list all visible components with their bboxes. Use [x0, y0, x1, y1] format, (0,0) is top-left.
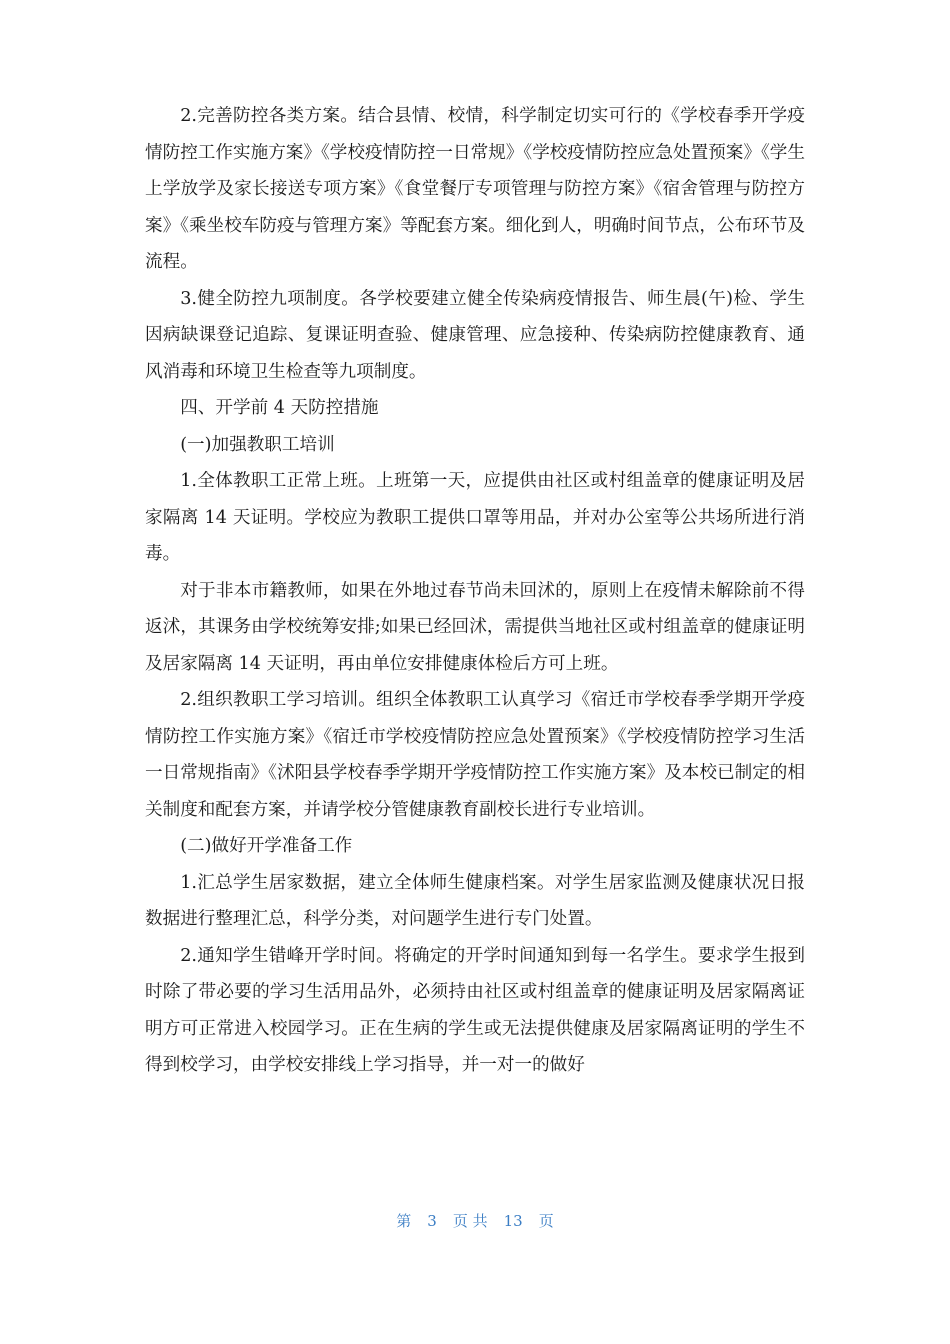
footer-suffix: 页	[538, 1212, 554, 1230]
paragraph-staggered-start: 2.通知学生错峰开学时间。将确定的开学时间通知到每一名学生。要求学生报到时除了带必要的学习生活用品外，必须持由社区或村组盖章的健康证明及居家隔离证明方可正常进入校园学习。正在生病的学生或无法提供健康及居家隔离证明的学生不得到校学习，由学校安排线上学习指导，并一对一的做好	[145, 945, 805, 1075]
paragraph-staff-study: 2.组织教职工学习培训。组织全体教职工认真学习《宿迁市学校春季学期开学疫情防控工作实施方案》《宿迁市学校疫情防控应急处置预案》《学校疫情防控学习生活一日常规指南》《沭阳县学校春季学期开学疫情防控工作实施方案》及本校已制定的相关制度和配套方案，并请学校分管健康教育副校长进行专业培训。	[145, 690, 805, 820]
footer-total-pages: 13	[503, 1212, 523, 1230]
footer-prefix: 第	[396, 1212, 412, 1230]
subheading-staff-training: (一)加强教职工培训	[180, 434, 335, 455]
paragraph-plans: 2.完善防控各类方案。结合县情、校情，科学制定切实可行的《学校春季开学疫情防控工作实施方案》《学校疫情防控一日常规》《学校疫情防控应急处置预案》《学生上学放学及家长接送专项方案》《食堂餐厅专项管理与防控方案》《宿舍管理与防控方案》《乘坐校车防疫与管理方案》等配套方案。细化到人，明确时间节点，公布环节及流程。	[145, 106, 805, 272]
paragraph-nine-systems: 3.健全防控九项制度。各学校要建立健全传染病疫情报告、师生晨(午)检、学生因病缺课登记追踪、复课证明查验、健康管理、应急接种、传染病防控健康教育、通风消毒和环境卫生检查等九项制度。	[145, 288, 805, 382]
paragraph-nonlocal-teachers: 对于非本市籍教师，如果在外地过春节尚未回沭的，原则上在疫情未解除前不得返沭，其课务由学校统筹安排;如果已经回沭，需提供当地社区或村组盖章的健康证明及居家隔离 14 天证明，再由单位安排健康体检后方可上班。	[145, 580, 805, 674]
document-body	[145, 98, 805, 1084]
subheading-preparation: (二)做好开学准备工作	[180, 836, 353, 856]
footer-middle: 页 共	[452, 1212, 488, 1230]
footer-current-page: 3	[427, 1212, 437, 1230]
page-footer	[0, 1210, 950, 1231]
paragraph-staff-work: 1.全体教职工正常上班。上班第一天，应提供由社区或村组盖章的健康证明及居家隔离 14 天证明。学校应为教职工提供口罩等用品，并对办公室等公共场所进行消毒。	[145, 471, 805, 564]
section-heading-four: 四、开学前 4 天防控措施	[180, 398, 379, 418]
paragraph-student-data: 1.汇总学生居家数据，建立全体师生健康档案。对学生居家监测及健康状况日报数据进行整理汇总，科学分类，对问题学生进行专门处置。	[145, 872, 805, 929]
